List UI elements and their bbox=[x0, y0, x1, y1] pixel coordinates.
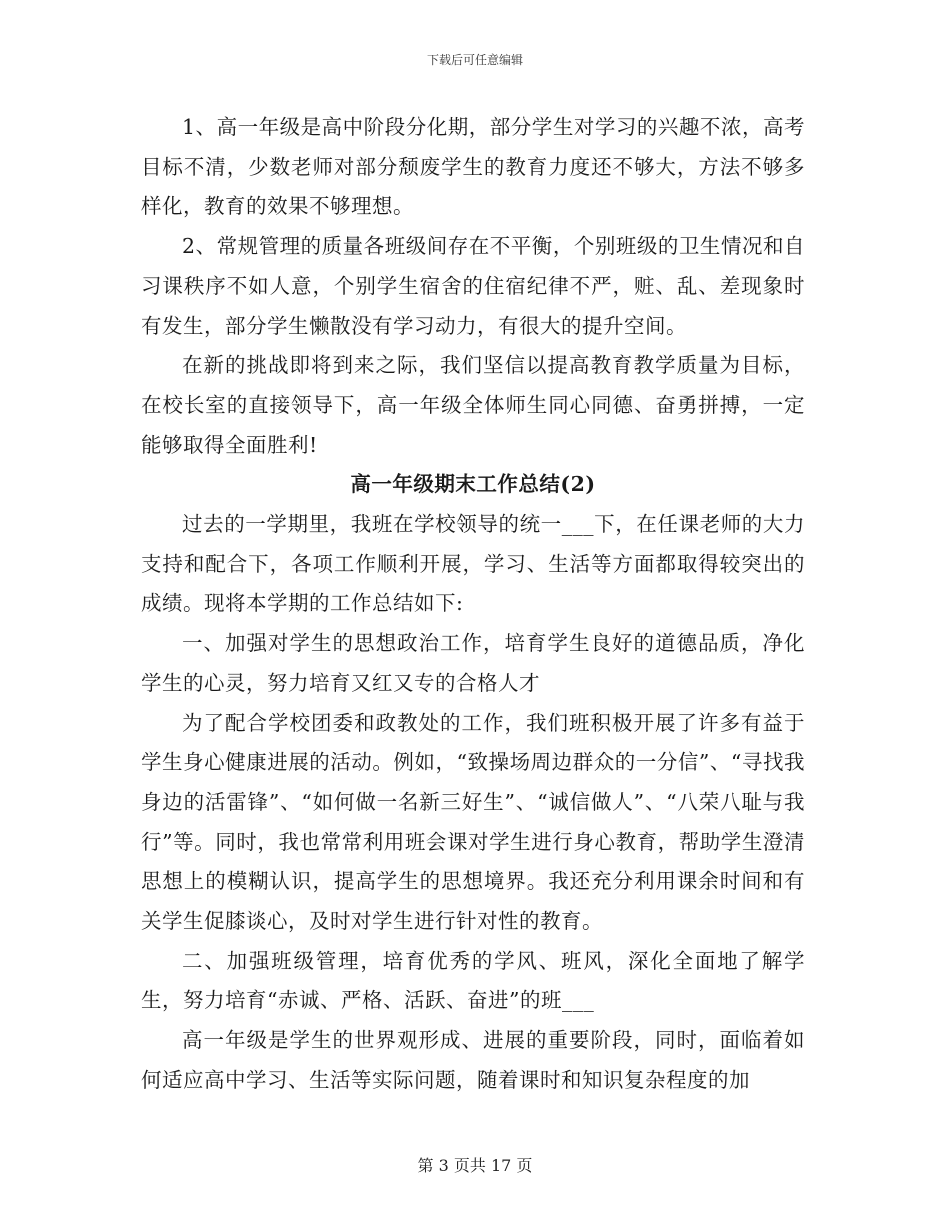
page-header: 下载后可任意编辑 bbox=[426, 53, 523, 67]
paragraph-2: 2、常规管理的质量各班级间存在不平衡，个别班级的卫生情况和自习课秩序不如人意，个别学生宿舍的住宿纪律不严，赃、乱、差现象时有发生，部分学生懒散没有学习动力，有很大的提升空间。 bbox=[141, 234, 805, 338]
paragraph-5: 一、加强对学生的思想政治工作，培育学生良好的道德品质，净化学生的心灵，努力培育又红又专的合格人才 bbox=[141, 631, 805, 695]
paragraph-3: 在新的挑战即将到来之际，我们坚信以提高教育教学质量为目标，在校长室的直接领导下，高一年级全体师生同心同德、奋勇拼搏，一定能够取得全面胜利! bbox=[141, 353, 805, 457]
paragraph-7: 二、加强班级管理，培育优秀的学风、班风，深化全面地了解学生，努力培育“赤诚、严格、活跃、奋进”的班___ bbox=[141, 948, 805, 1013]
paragraph-6: 为了配合学校团委和政教处的工作，我们班积极开展了许多有益于学生身心健康进展的活动。例如，“致操场周边群众的一分信”、“寻找我身边的活雷锋”、“如何做一名新三好生”、“诚信做人”、“八荣八耻与我行”等。同时，我也常常利用班会课对学生进行身心教育，帮助学生澄清思想上的模糊认识，提高学生的思想境界。我还充分利用课余时间和有关学生促膝谈心，及时对学生进行针对性的教育。 bbox=[141, 710, 805, 934]
paragraph-4: 过去的一学期里，我班在学校领导的统一___下，在任课老师的大力支持和配合下，各项工作顺利开展，学习、生活等方面都取得较突出的成绩。现将本学期的工作总结如下: bbox=[141, 512, 805, 616]
document-body bbox=[141, 108, 805, 1101]
paragraph-8: 高一年级是学生的世界观形成、进展的重要阶段，同时，面临着如何适应高中学习、生活等实际问题，随着课时和知识复杂程度的加 bbox=[141, 1028, 805, 1092]
page-footer: 第 3 页共 17 页 bbox=[417, 1156, 533, 1175]
section-heading: 高一年级期末工作总结(2) bbox=[350, 472, 596, 497]
paragraph-1: 1、高一年级是高中阶段分化期，部分学生对学习的兴趣不浓，高考目标不清，少数老师对部分颓废学生的教育力度还不够大，方法不够多样化，教育的效果不够理想。 bbox=[141, 115, 805, 219]
